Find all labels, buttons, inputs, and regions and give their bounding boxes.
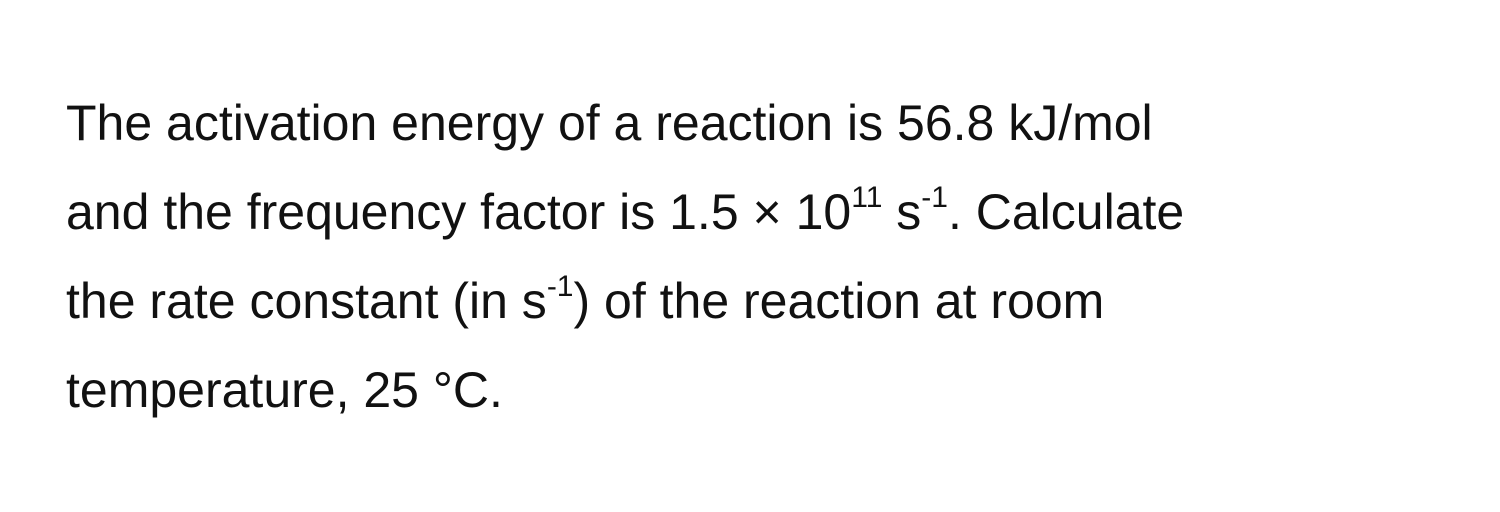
- problem-line-1: The activation energy of a reaction is 56.8 kJ/mol: [66, 95, 1153, 151]
- problem-text: [66, 79, 1466, 435]
- exponent-minus-one-unit: -1: [546, 270, 574, 304]
- exponent-minus-one: -1: [921, 181, 948, 215]
- problem-line-4: temperature, 25 °C.: [66, 362, 503, 418]
- rate-constant-text: the rate constant (in s: [66, 273, 547, 329]
- problem-line-3: [66, 257, 1466, 346]
- frequency-factor-text: and the frequency factor is 1.5 × 10: [66, 184, 852, 240]
- unit-s-text: s: [882, 184, 922, 240]
- calculate-text: . Calculate: [947, 184, 1185, 240]
- problem-line-2: [66, 168, 1466, 257]
- exponent-eleven: 11: [851, 181, 883, 215]
- reaction-text: ) of the reaction at room: [573, 273, 1105, 329]
